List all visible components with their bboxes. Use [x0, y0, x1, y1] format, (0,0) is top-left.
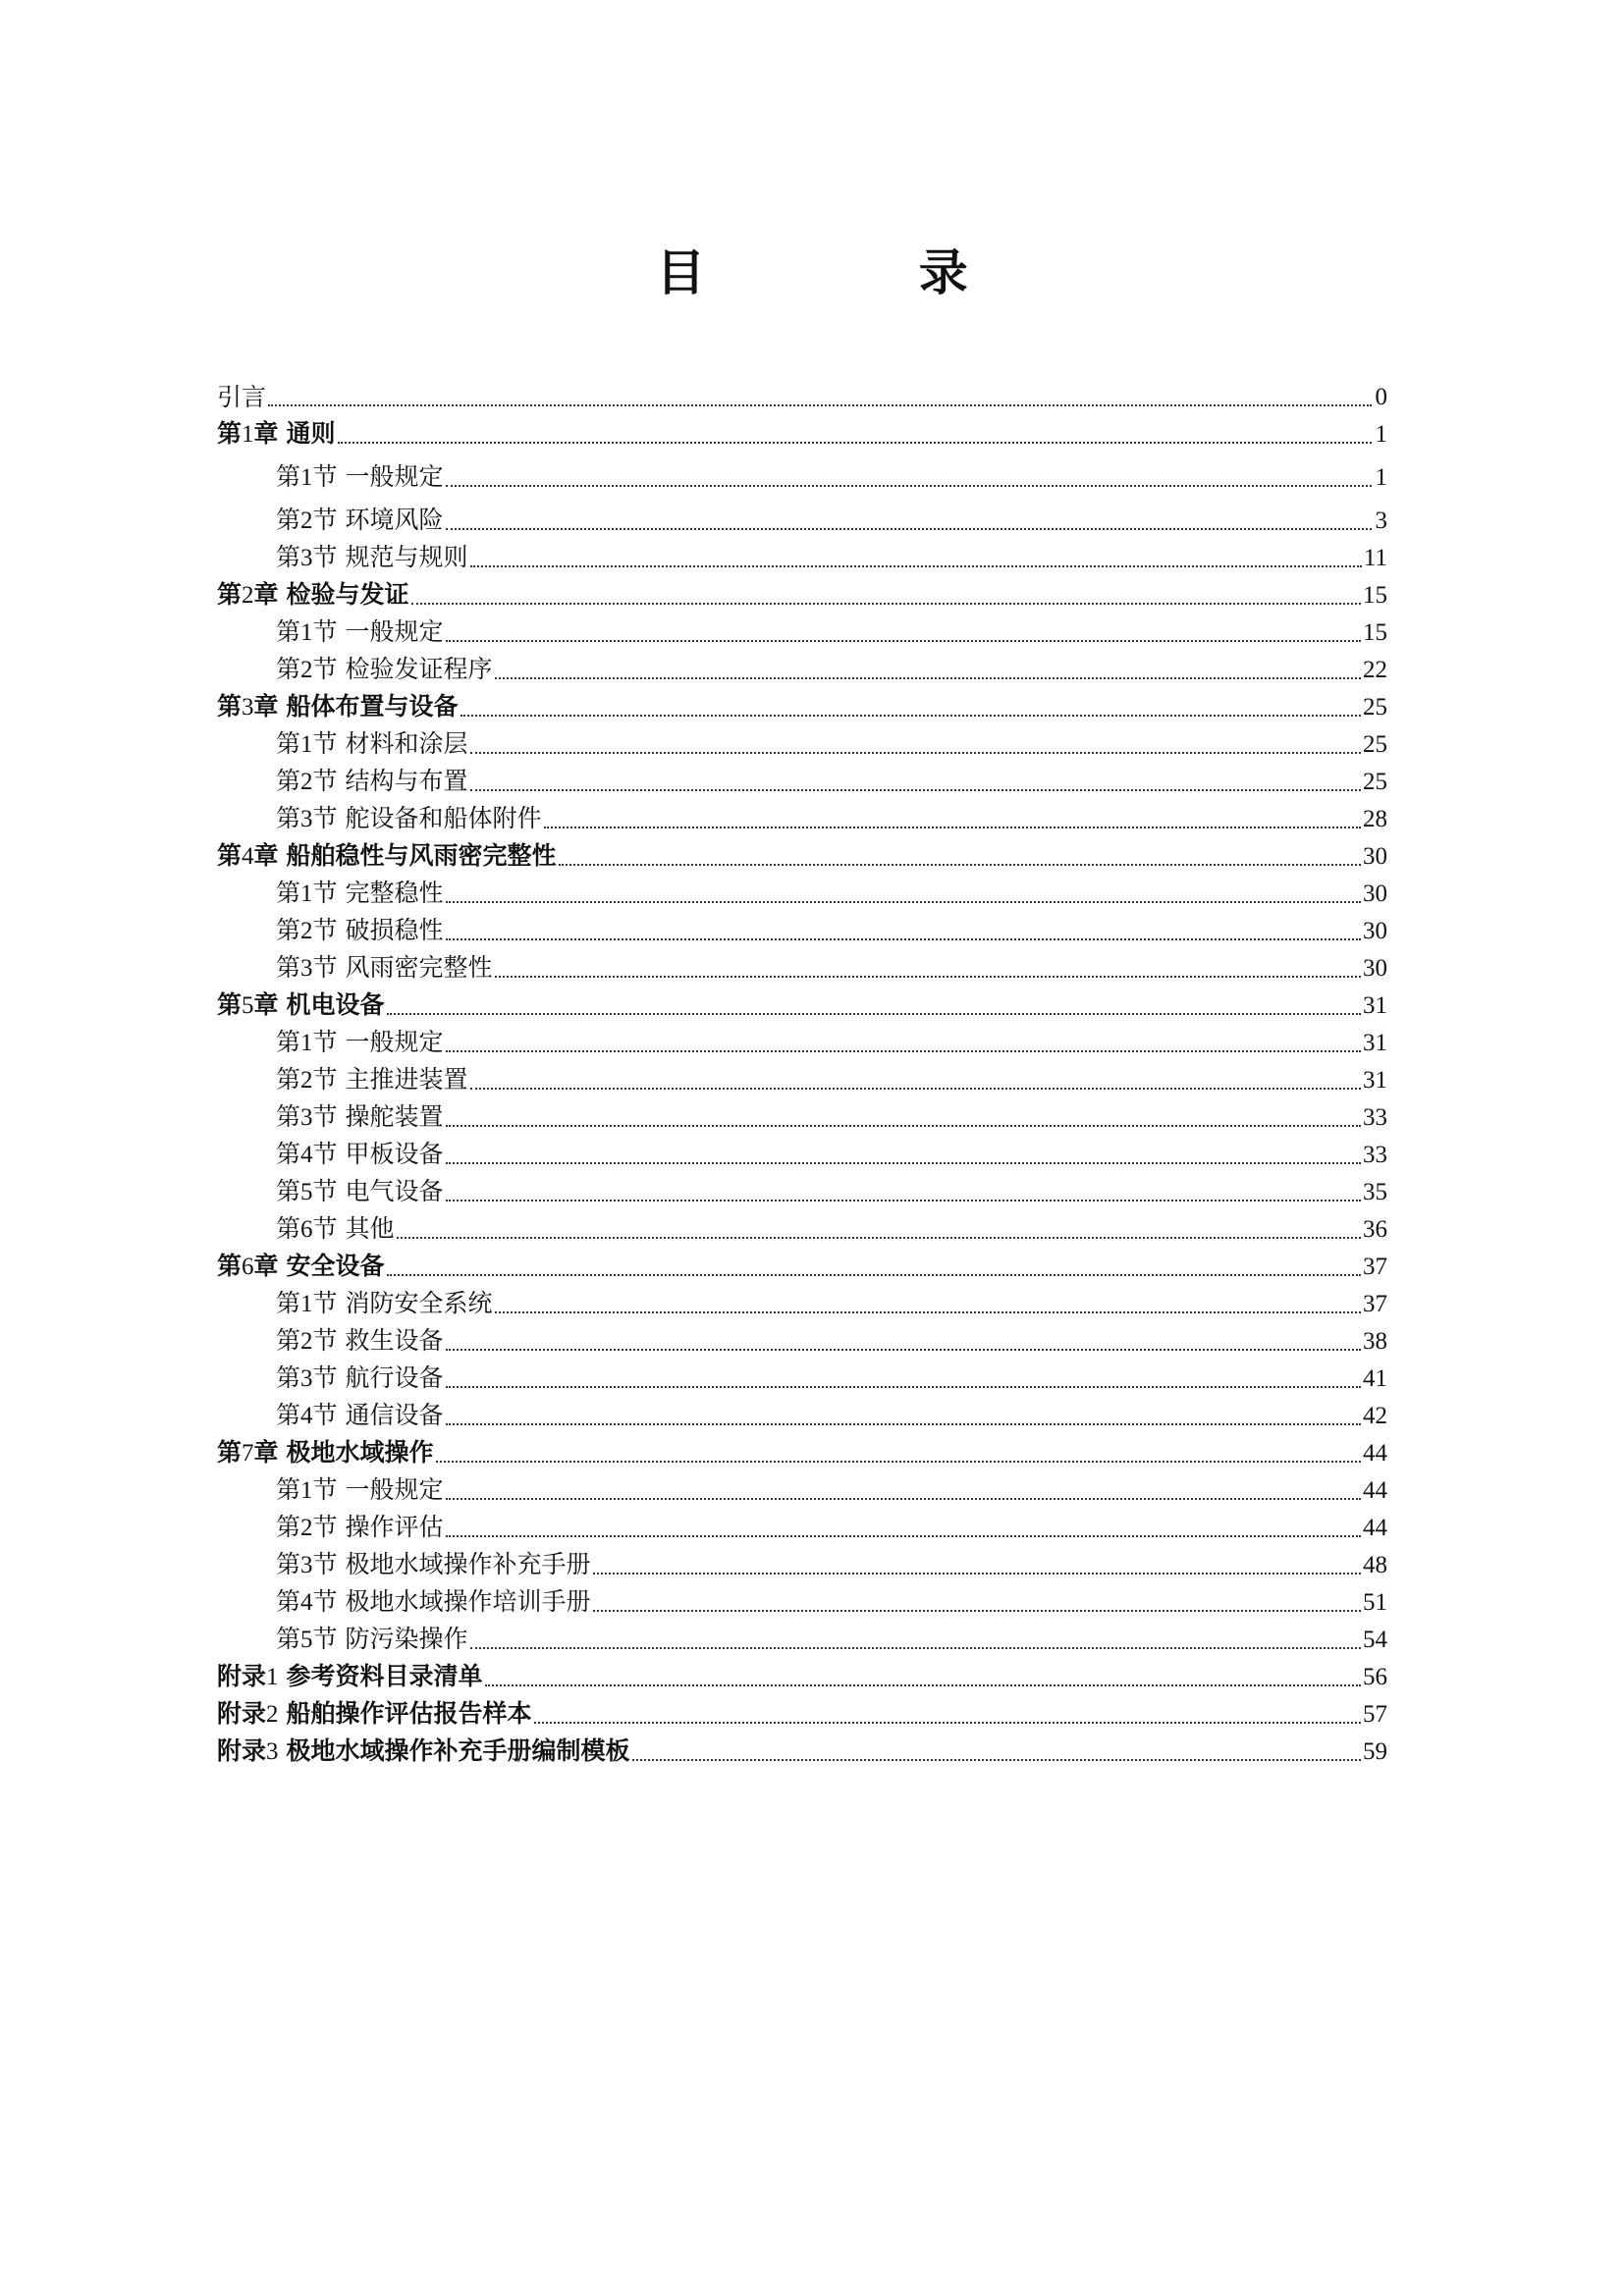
dot-leader: [446, 1162, 1361, 1164]
dot-leader: [544, 827, 1361, 828]
toc-entry-label: [276, 953, 493, 984]
toc-page-number: 28: [1363, 806, 1387, 832]
toc-entry-title: 一般规定: [345, 1475, 444, 1504]
toc-chapter-entry[interactable]: [217, 416, 1387, 454]
dot-leader: [559, 864, 1361, 866]
toc-page-number: 44: [1363, 1477, 1387, 1504]
toc-entry-number: 第1节: [276, 1028, 338, 1056]
toc-entry-label: [276, 1587, 591, 1618]
toc-section-entry[interactable]: [217, 913, 1387, 950]
toc-page-number: 1: [1375, 421, 1387, 448]
toc-entry-title: 材料和涂层: [345, 729, 468, 758]
toc-page-number: 0: [1375, 384, 1387, 410]
toc-section-entry[interactable]: [217, 876, 1387, 913]
toc-entry-title: 甲板设备: [345, 1140, 444, 1168]
toc-chapter-entry[interactable]: [217, 379, 1387, 416]
toc-page-number: 31: [1363, 992, 1387, 1019]
toc-entry-title: 极地水域操作: [286, 1438, 434, 1467]
dot-leader: [534, 1722, 1361, 1724]
toc-entry-label: [276, 1289, 493, 1319]
dot-leader: [387, 1274, 1361, 1276]
dot-leader: [446, 1200, 1361, 1201]
toc-entry-title: 操舵装置: [345, 1102, 444, 1131]
dot-leader: [470, 752, 1361, 754]
toc-chapter-entry[interactable]: [217, 1435, 1387, 1472]
toc-entry-label: [217, 1438, 434, 1468]
toc-page-number: 48: [1363, 1552, 1387, 1578]
toc-entry-number: 附录3: [217, 1736, 279, 1765]
toc-section-entry[interactable]: [217, 764, 1387, 801]
toc-entry-number: 第5节: [276, 1177, 338, 1205]
toc-entry-title: 航行设备: [345, 1363, 444, 1392]
dot-leader: [446, 1423, 1361, 1425]
toc-entry-label: [217, 692, 459, 722]
toc-page-number: 36: [1363, 1216, 1387, 1243]
page-title: 目 录: [656, 244, 1066, 301]
dot-leader: [436, 1461, 1361, 1463]
toc-entry-label: [276, 879, 444, 909]
toc-entry-label: [276, 462, 444, 493]
toc-entry-title: 破损稳性: [345, 916, 444, 944]
dot-leader: [485, 1684, 1361, 1686]
toc-entry-title: 风雨密完整性: [345, 953, 493, 982]
toc-entry-number: 第2节: [276, 1326, 338, 1355]
toc-entry-label: [217, 990, 385, 1021]
toc-section-entry[interactable]: [217, 1510, 1387, 1547]
dot-leader: [446, 1498, 1361, 1500]
toc-chapter-entry[interactable]: [217, 1696, 1387, 1734]
toc-page-number: 31: [1363, 1067, 1387, 1094]
toc-page-number: 25: [1363, 694, 1387, 721]
toc-entry-title: 机电设备: [286, 990, 385, 1019]
toc-entry-title: 引言: [217, 383, 267, 411]
toc-entry-label: [276, 506, 444, 536]
toc-entry-title: 规范与规则: [345, 543, 468, 571]
toc-entry-number: 第1节: [276, 1289, 338, 1317]
toc-entry-title: 船体布置与设备: [286, 692, 459, 721]
dot-leader: [397, 1237, 1361, 1239]
toc-entry-label: [217, 841, 557, 872]
dot-leader: [460, 715, 1361, 717]
toc-section-entry[interactable]: [217, 540, 1387, 577]
toc-entry-title: 一般规定: [345, 617, 444, 646]
toc-entry-label: [276, 767, 468, 797]
toc-section-entry[interactable]: [217, 1584, 1387, 1622]
toc-entry-label: [276, 543, 468, 573]
toc-page-number: 3: [1375, 507, 1387, 534]
toc-section-entry[interactable]: [217, 652, 1387, 689]
toc-section-entry[interactable]: [217, 1361, 1387, 1398]
toc-chapter-entry[interactable]: [217, 1734, 1387, 1771]
toc-entry-label: [276, 655, 493, 685]
toc-entry-label: [276, 1214, 395, 1245]
toc-entry-label: [276, 729, 468, 760]
toc-section-entry[interactable]: [217, 801, 1387, 838]
toc-entry-number: 第1章: [217, 419, 279, 448]
toc-section-entry[interactable]: [217, 1062, 1387, 1099]
dot-leader: [446, 1535, 1361, 1537]
toc-entry-number: 第2节: [276, 1065, 338, 1094]
toc-entry-title: 一般规定: [345, 1028, 444, 1056]
toc-entry-label: [276, 1550, 591, 1580]
toc-entry-title: 主推进装置: [345, 1065, 468, 1094]
toc-entry-label: [217, 383, 266, 412]
toc-entry-label: [217, 1736, 630, 1767]
toc-entry-title: 船舶操作评估报告样本: [286, 1699, 532, 1728]
toc-page-number: 56: [1363, 1664, 1387, 1690]
toc-entry-number: 第2节: [276, 506, 338, 534]
toc-page-number: 30: [1363, 955, 1387, 982]
dot-leader: [446, 1349, 1361, 1351]
toc-page-number: 30: [1363, 918, 1387, 944]
toc-section-entry[interactable]: [217, 497, 1387, 540]
toc-page-number: 38: [1363, 1328, 1387, 1355]
toc-entry-number: 附录1: [217, 1662, 279, 1690]
toc-page-number: 59: [1363, 1738, 1387, 1765]
toc-section-entry[interactable]: [217, 1622, 1387, 1659]
toc-entry-number: 第2章: [217, 580, 279, 609]
toc-entry-label: [276, 1028, 444, 1058]
toc-entry-number: 第4章: [217, 841, 279, 870]
toc-entry-title: 舵设备和船体附件: [345, 804, 542, 832]
toc-entry-title: 救生设备: [345, 1326, 444, 1355]
toc-entry-title: 其他: [345, 1214, 395, 1243]
toc-entry-number: 第1节: [276, 729, 338, 758]
dot-leader: [446, 901, 1361, 903]
toc-section-entry[interactable]: [217, 614, 1387, 652]
toc-section-entry[interactable]: [217, 1323, 1387, 1361]
toc-entry-title: 检验与发证: [286, 580, 409, 609]
toc-entry-number: 第5章: [217, 990, 279, 1019]
toc-page-number: 33: [1363, 1142, 1387, 1168]
toc-page-number: 15: [1363, 582, 1387, 609]
toc-entry-number: 第3节: [276, 1550, 338, 1578]
toc-entry-number: 第4节: [276, 1587, 338, 1616]
toc-page-number: 44: [1363, 1440, 1387, 1467]
toc-section-entry[interactable]: [217, 1286, 1387, 1323]
toc-chapter-entry[interactable]: [217, 689, 1387, 726]
toc-page-number: 51: [1363, 1589, 1387, 1616]
dot-leader: [446, 640, 1361, 642]
toc-page-number: 30: [1363, 843, 1387, 870]
toc-entry-number: 第4节: [276, 1140, 338, 1168]
toc-chapter-entry[interactable]: [217, 577, 1387, 614]
toc-section-entry[interactable]: [217, 454, 1387, 497]
toc-page-number: 57: [1363, 1701, 1387, 1728]
toc-page-number: 42: [1363, 1403, 1387, 1429]
toc-entry-number: 第2节: [276, 916, 338, 944]
dot-leader: [446, 1050, 1361, 1052]
toc-entry-number: 第3节: [276, 804, 338, 832]
toc-page-number: 33: [1363, 1104, 1387, 1131]
toc-page-number: 37: [1363, 1291, 1387, 1317]
toc-entry-label: [276, 916, 444, 946]
toc-entry-label: [276, 1625, 468, 1655]
dot-leader: [411, 603, 1361, 605]
toc-entry-number: 第1节: [276, 462, 338, 491]
table-of-contents: [217, 379, 1387, 1771]
dot-leader: [268, 404, 1372, 406]
toc-section-entry[interactable]: [217, 1025, 1387, 1062]
dot-leader: [470, 1647, 1361, 1649]
dot-leader: [446, 485, 1372, 487]
dot-leader: [446, 1125, 1361, 1127]
dot-leader: [446, 1386, 1361, 1388]
toc-entry-label: [276, 1065, 468, 1095]
toc-page-number: 35: [1363, 1179, 1387, 1205]
toc-entry-label: [217, 1252, 385, 1282]
toc-entry-number: 第2节: [276, 1513, 338, 1541]
toc-entry-title: 消防安全系统: [345, 1289, 493, 1317]
toc-entry-label: [276, 1513, 444, 1543]
toc-page-number: 37: [1363, 1254, 1387, 1280]
toc-entry-number: 第7章: [217, 1438, 279, 1467]
toc-entry-title: 通则: [286, 419, 336, 448]
toc-entry-number: 附录2: [217, 1699, 279, 1728]
dot-leader: [387, 1013, 1361, 1015]
toc-entry-title: 通信设备: [345, 1401, 444, 1429]
toc-section-entry[interactable]: [217, 1547, 1387, 1584]
toc-section-entry[interactable]: [217, 1398, 1387, 1435]
toc-entry-label: [217, 419, 336, 450]
toc-entry-label: [217, 1699, 532, 1730]
toc-section-entry[interactable]: [217, 950, 1387, 988]
toc-page-number: 54: [1363, 1627, 1387, 1653]
toc-chapter-entry[interactable]: [217, 988, 1387, 1025]
toc-entry-number: 第3节: [276, 1102, 338, 1131]
toc-entry-label: [217, 1662, 483, 1692]
toc-entry-label: [276, 617, 444, 648]
toc-entry-title: 检验发证程序: [345, 655, 493, 683]
toc-chapter-entry[interactable]: [217, 1249, 1387, 1286]
dot-leader: [495, 1311, 1361, 1313]
toc-chapter-entry[interactable]: [217, 1659, 1387, 1696]
toc-page-number: 30: [1363, 881, 1387, 907]
dot-leader: [446, 528, 1372, 530]
toc-section-entry[interactable]: [217, 726, 1387, 764]
toc-entry-number: 第2节: [276, 655, 338, 683]
toc-entry-title: 船舶稳性与风雨密完整性: [286, 841, 557, 870]
toc-page-number: 25: [1363, 731, 1387, 758]
toc-entry-label: [276, 1326, 444, 1357]
toc-page-number: 15: [1363, 619, 1387, 646]
toc-page-number: 44: [1363, 1515, 1387, 1541]
toc-entry-number: 第4节: [276, 1401, 338, 1429]
toc-entry-title: 极地水域操作补充手册编制模板: [286, 1736, 630, 1765]
toc-entry-title: 操作评估: [345, 1513, 444, 1541]
dot-leader: [593, 1610, 1361, 1612]
dot-leader: [470, 1088, 1361, 1090]
toc-entry-label: [276, 1363, 444, 1394]
toc-entry-label: [217, 580, 409, 611]
toc-page-number: 11: [1363, 545, 1387, 571]
toc-section-entry[interactable]: [217, 1099, 1387, 1137]
dot-leader: [593, 1573, 1361, 1575]
dot-leader: [495, 976, 1361, 978]
toc-page-number: 22: [1363, 657, 1387, 683]
toc-entry-title: 防污染操作: [345, 1625, 468, 1653]
toc-entry-label: [276, 804, 542, 834]
toc-section-entry[interactable]: [217, 1174, 1387, 1211]
toc-entry-number: 第3节: [276, 543, 338, 571]
toc-page-number: 25: [1363, 769, 1387, 795]
toc-entry-number: 第6节: [276, 1214, 338, 1243]
toc-entry-number: 第1节: [276, 617, 338, 646]
toc-entry-number: 第5节: [276, 1625, 338, 1653]
toc-entry-label: [276, 1475, 444, 1506]
toc-entry-label: [276, 1140, 444, 1170]
toc-section-entry[interactable]: [217, 1137, 1387, 1174]
toc-entry-title: 安全设备: [286, 1252, 385, 1280]
toc-entry-number: 第3节: [276, 953, 338, 982]
toc-page-number: 1: [1375, 464, 1387, 491]
toc-entry-title: 参考资料目录清单: [286, 1662, 483, 1690]
dot-leader: [446, 938, 1361, 940]
dot-leader: [338, 442, 1372, 444]
dot-leader: [632, 1759, 1361, 1761]
toc-entry-number: 第1节: [276, 1475, 338, 1504]
toc-entry-title: 完整稳性: [345, 879, 444, 907]
toc-entry-title: 极地水域操作培训手册: [345, 1587, 591, 1616]
toc-entry-title: 电气设备: [345, 1177, 444, 1205]
toc-entry-title: 极地水域操作补充手册: [345, 1550, 591, 1578]
toc-entry-title: 结构与布置: [345, 767, 468, 795]
dot-leader: [495, 677, 1361, 679]
toc-entry-title: 一般规定: [345, 462, 444, 491]
toc-entry-number: 第3节: [276, 1363, 338, 1392]
toc-entry-number: 第3章: [217, 692, 279, 721]
dot-leader: [470, 789, 1361, 791]
toc-section-entry[interactable]: [217, 1472, 1387, 1510]
toc-entry-label: [276, 1401, 444, 1431]
toc-section-entry[interactable]: [217, 1211, 1387, 1249]
toc-entry-label: [276, 1102, 444, 1133]
toc-entry-title: 环境风险: [345, 506, 444, 534]
toc-page-number: 31: [1363, 1030, 1387, 1056]
toc-page-number: 41: [1363, 1365, 1387, 1392]
dot-leader: [470, 565, 1362, 567]
toc-entry-number: 第6章: [217, 1252, 279, 1280]
toc-chapter-entry[interactable]: [217, 838, 1387, 876]
toc-entry-label: [276, 1177, 444, 1207]
toc-entry-number: 第1节: [276, 879, 338, 907]
toc-entry-number: 第2节: [276, 767, 338, 795]
